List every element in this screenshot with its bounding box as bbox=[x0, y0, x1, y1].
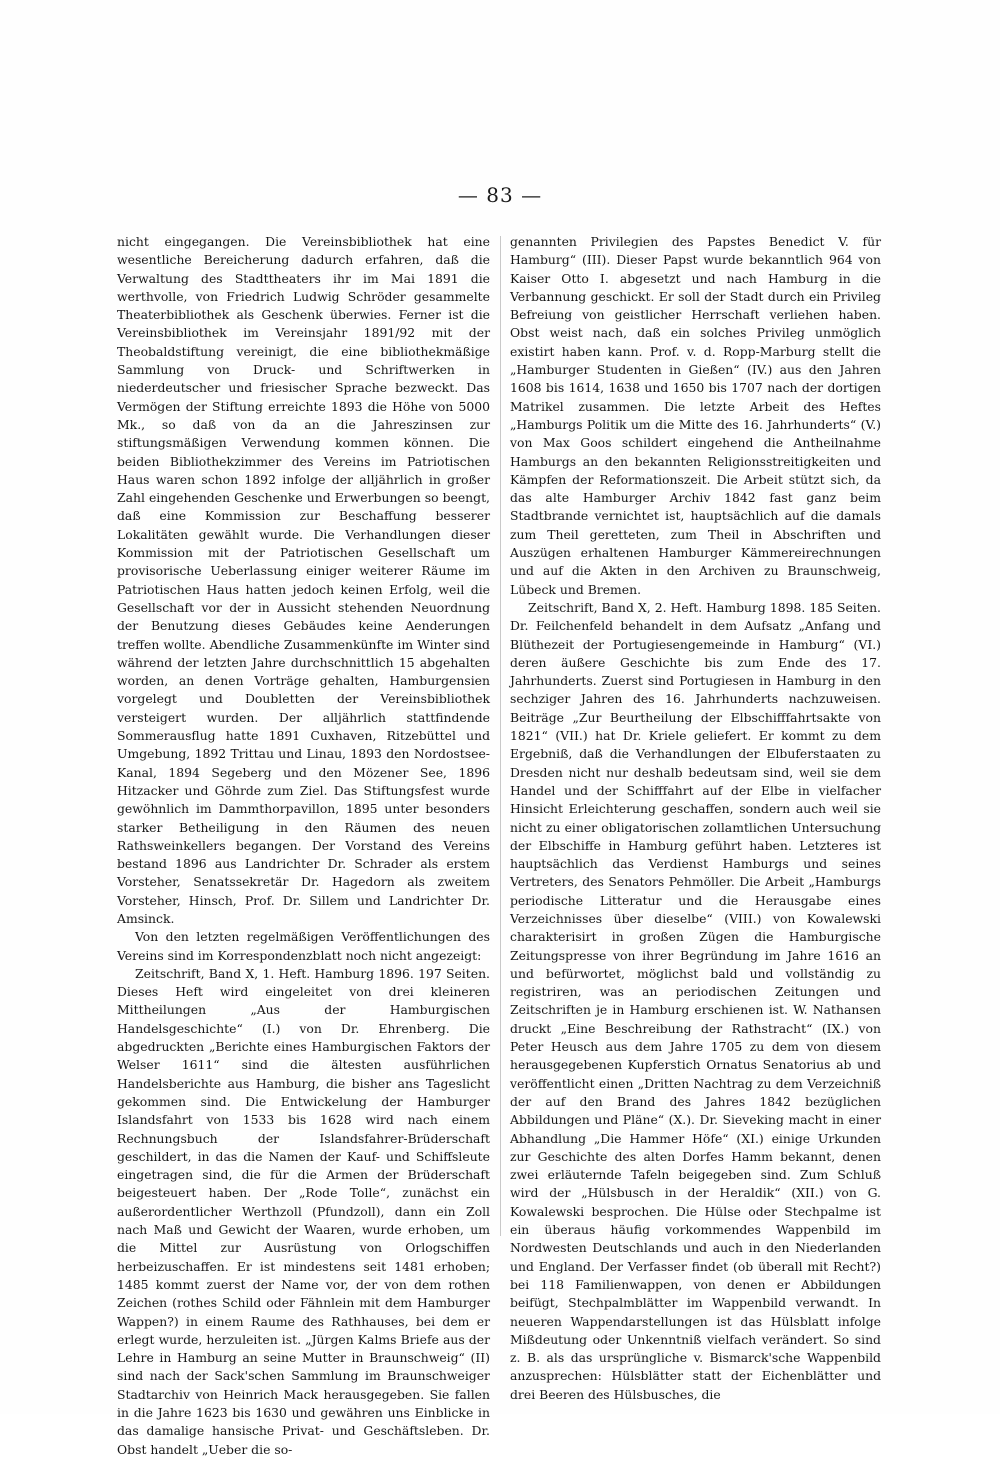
left-column bbox=[117, 233, 490, 1459]
paragraph-zeitschrift-heft-1: Zeitschrift, Band X, 1. Heft. Hamburg 1896. 197 Seiten. Dieses Heft wird eingeleitet von drei kleineren Mittheilungen „Aus der Hamburgischen Handelsgeschichte“ (I.) von Dr. Ehrenberg. Die abgedruckten „Berichte eines Hamburgischen Faktors der Welser 1611“ sind die ältesten ausführlichen Handelsberichte aus Hamburg, die bisher ans Tageslicht gekommen sind. Die Entwickelung der Hamburger Islandsfahrt von 1533 bis 1628 wird nach einem Rechnungsbuch der Islandsfahrer-Brüderschaft geschildert, in das die Namen der Kauf- und Schiffsleute eingetragen sind, die für die Armen der Brüderschaft beigesteuert haben. Der „Rode Tolle“, zunächst ein außerordentlicher Werthzoll (Pfundzoll), dann ein Zoll nach Maß und Gewicht der Waaren, wurde erhoben, um die Mittel zur Ausrüstung von Orlogschiffen herbeizuschaffen. Er ist mindestens seit 1481 erhoben; 1485 kommt zuerst der Name vor, der von dem rothen Zeichen (rothes Schild oder Fähnlein mit dem Hamburger Wappen?) in einem Raume des Rathhauses, bei dem er erlegt wurde, herzuleiten ist. „Jürgen Kalms Briefe aus der Lehre in Hamburg an seine Mutter in Braunschweig“ (II) sind nach der Sack'schen Sammlung im Braunschweiger Stadtarchiv von Heinrich Mack herausgegeben. Sie fallen in die Jahre 1623 bis 1630 und gewähren uns Einblicke in das damalige hansische Privat- und Geschäftsleben. Dr. Obst handelt „Ueber die so- bbox=[117, 965, 490, 1457]
paragraph-zeitschrift-heft-2: Zeitschrift, Band X, 2. Heft. Hamburg 1898. 185 Seiten. Dr. Feilchenfeld behandelt in dem Aufsatz „Anfang und Blüthezeit der Portugiesengemeinde in Hamburg“ (VI.) deren äußere Geschichte bis zum Ende des 17. Jahrhunderts. Zuerst sind Portugiesen in Hamburg in den sechziger Jahren des 16. Jahrhunderts nachzuweisen. Beiträge „Zur Beurtheilung der Elbschifffahrtsakte von 1821“ (VII.) hat Dr. Kriele geliefert. Er kommt zu dem Ergebniß, daß die Verhandlungen der Elbuferstaaten zu Dresden nicht nur deshalb bedeutsam sind, weil sie dem Handel und der Schifffahrt auf der Elbe in vielfacher Hinsicht Erleichterung geschaffen, sondern auch weil sie nicht zu einer obligatorischen zollamtlichen Untersuchung der Elbschiffe in Hamburg geführt haben. Letzteres ist hauptsächlich das Verdienst Hamburgs und seines Vertreters, des Senators Pehmöller. Die Arbeit „Hamburgs periodische Litteratur und die Herausgabe eines Verzeichnisses über dieselbe“ (VIII.) von Kowalewski charakterisirt in großen Zügen die Hamburgische Zeitungspresse von ihrer Begründung im Jahre 1616 an und befürwortet, möglichst bald und vollständig zu registriren, was an periodischen Zeitungen und Zeitschriften je in Hamburg erschienen ist. W. Nathansen druckt „Eine Beschreibung der Rathstracht“ (IX.) von Peter Heusch aus dem Jahre 1705 zu dem von diesem herausgegebenen Kupferstich Ornatus Senatorius ab und veröffentlicht einen „Dritten Nachtrag zu dem Verzeichniß der auf den Brand des Jahres 1842 bezüglichen Abbildungen und Pläne“ (X.). Dr. Sieveking macht in einer Abhandlung „Die Hammer Höfe“ (XI.) einige Urkunden zur Geschichte des alten Dorfes Hamm bekannt, denen zwei erläuternde Tafeln beigegeben sind. Zum Schluß wird der „Hülsbusch in der Heraldik“ (XII.) von G. Kowalewski besprochen. Die Hülse oder Stechpalme ist ein überaus häufig vorkommendes Wappenbild im Nordwesten Deutschlands und auch in den Niederlanden und England. Der Verfasser findet (ob überall mit Recht?) bei 118 Familienwappen, von denen er Abbildungen beifügt, Stechpalmblätter im Wappenbild verwandt. In neueren Wappendarstellungen ist das Hülsblatt infolge Mißdeutung oder Unkenntniß vielfach verändert. So sind z. B. als das ursprüngliche v. Bismarck'sche Wappenbild anzusprechen: Hülsblätter statt der Eichenblätter und drei Beeren des Hülsbusches, die bbox=[510, 599, 881, 1402]
column-divider bbox=[500, 236, 501, 1236]
right-column bbox=[510, 233, 881, 1404]
page-number: — 83 — bbox=[457, 183, 543, 207]
paragraph-verein-history: nicht eingegangen. Die Vereinsbibliothek hat eine wesentliche Bereicherung dadurch erfahren, daß die Verwaltung des Stadttheaters ihr im Mai 1891 die werthvolle, von Friedrich Ludwig Schröder gesammelte Theaterbibliothek als Geschenk überwies. Ferner ist die Vereinsbibliothek im Vereinsjahr 1891/92 mit der Theobaldstiftung vereinigt, die eine bibliothekmäßige Sammlung von Druck- und Schriftwerken in niederdeutscher und friesischer Sprache bezweckt. Das Vermögen der Stiftung erreichte 1893 die Höhe von 5000 Mk., so daß von da an die Jahreszinsen zur stiftungsmäßigen Verwendung kommen können. Die beiden Bibliothekzimmer des Vereins im Patriotischen Haus waren schon 1892 infolge der alljährlich in großer Zahl eingehenden Geschenke und Erwerbungen so beengt, daß eine Kommission zur Beschaffung besserer Lokalitäten gewählt wurde. Die Verhandlungen dieser Kommission mit der Patriotischen Gesellschaft um provisorische Ueberlassung einiger weiterer Räume im Patriotischen Haus hatten jedoch keinen Erfolg, weil die Gesellschaft vor der in Aussicht stehenden Neuordnung der Benutzung dieses Gebäudes keine Aenderungen treffen wollte. Abendliche Zusammenkünfte im Winter sind während der letzten Jahre durchschnittlich 15 abgehalten worden, an denen Vorträge gehalten, Hamburgensien vorgelegt und Doubletten der Vereinsbibliothek versteigert wurden. Der alljährlich stattfindende Sommerausflug hatte 1891 Cuxhaven, Ritzebüttel und Umgebung, 1892 Trittau und Linau, 1893 den Nordostsee-Kanal, 1894 Segeberg und den Mözener See, 1896 Hitzacker und Göhrde zum Ziel. Das Stiftungsfest wurde gewöhnlich im Dammthorpavillon, 1895 unter besonders starker Betheiligung in den Räumen des neuen Rathsweinkellers begangen. Der Vorstand des Vereins bestand 1896 aus Landrichter Dr. Schrader als erstem Vorsteher, Senatssekretär Dr. Hagedorn als zweitem Vorsteher, Hinsch, Prof. Dr. Sillem und Landrichter Dr. Amsinck. bbox=[117, 234, 490, 926]
paragraph-heft-1-continued: genannten Privilegien des Papstes Benedict V. für Hamburg“ (III). Dieser Papst wurde bekanntlich 964 von Kaiser Otto I. abgesetzt und nach Hamburg in die Verbannung geschickt. Er soll der Stadt durch ein Privileg Befreiung von geistlicher Herrschaft verliehen haben. Obst weist nach, daß ein solches Privileg unmöglich existirt haben kann. Prof. v. d. Ropp-Marburg stellt die „Hamburger Studenten in Gießen“ (IV.) aus den Jahren 1608 bis 1614, 1638 und 1650 bis 1707 nach der dortigen Matrikel zusammen. Die letzte Arbeit des Heftes „Hamburgs Politik um die Mitte des 16. Jahrhunderts“ (V.) von Max Goos schildert eingehend die Antheilnahme Hamburgs an den bekannten Religionsstreitigkeiten und Kämpfen der Reformationszeit. Die Arbeit stützt sich, da das alte Hamburger Archiv 1842 fast ganz beim Stadtbrande vernichtet ist, hauptsächlich auf die damals zum Theil geretteten, zum Theil in Abschriften und Auszügen erhaltenen Hamburger Kämmereirechnungen und auf die Akten in den Archiven zu Braunschweig, Lübeck und Bremen. bbox=[510, 234, 881, 597]
paragraph-publications-intro: Von den letzten regelmäßigen Veröffentlichungen des Vereins sind im Korrespondenzblatt noch nicht angezeigt: bbox=[117, 929, 490, 963]
